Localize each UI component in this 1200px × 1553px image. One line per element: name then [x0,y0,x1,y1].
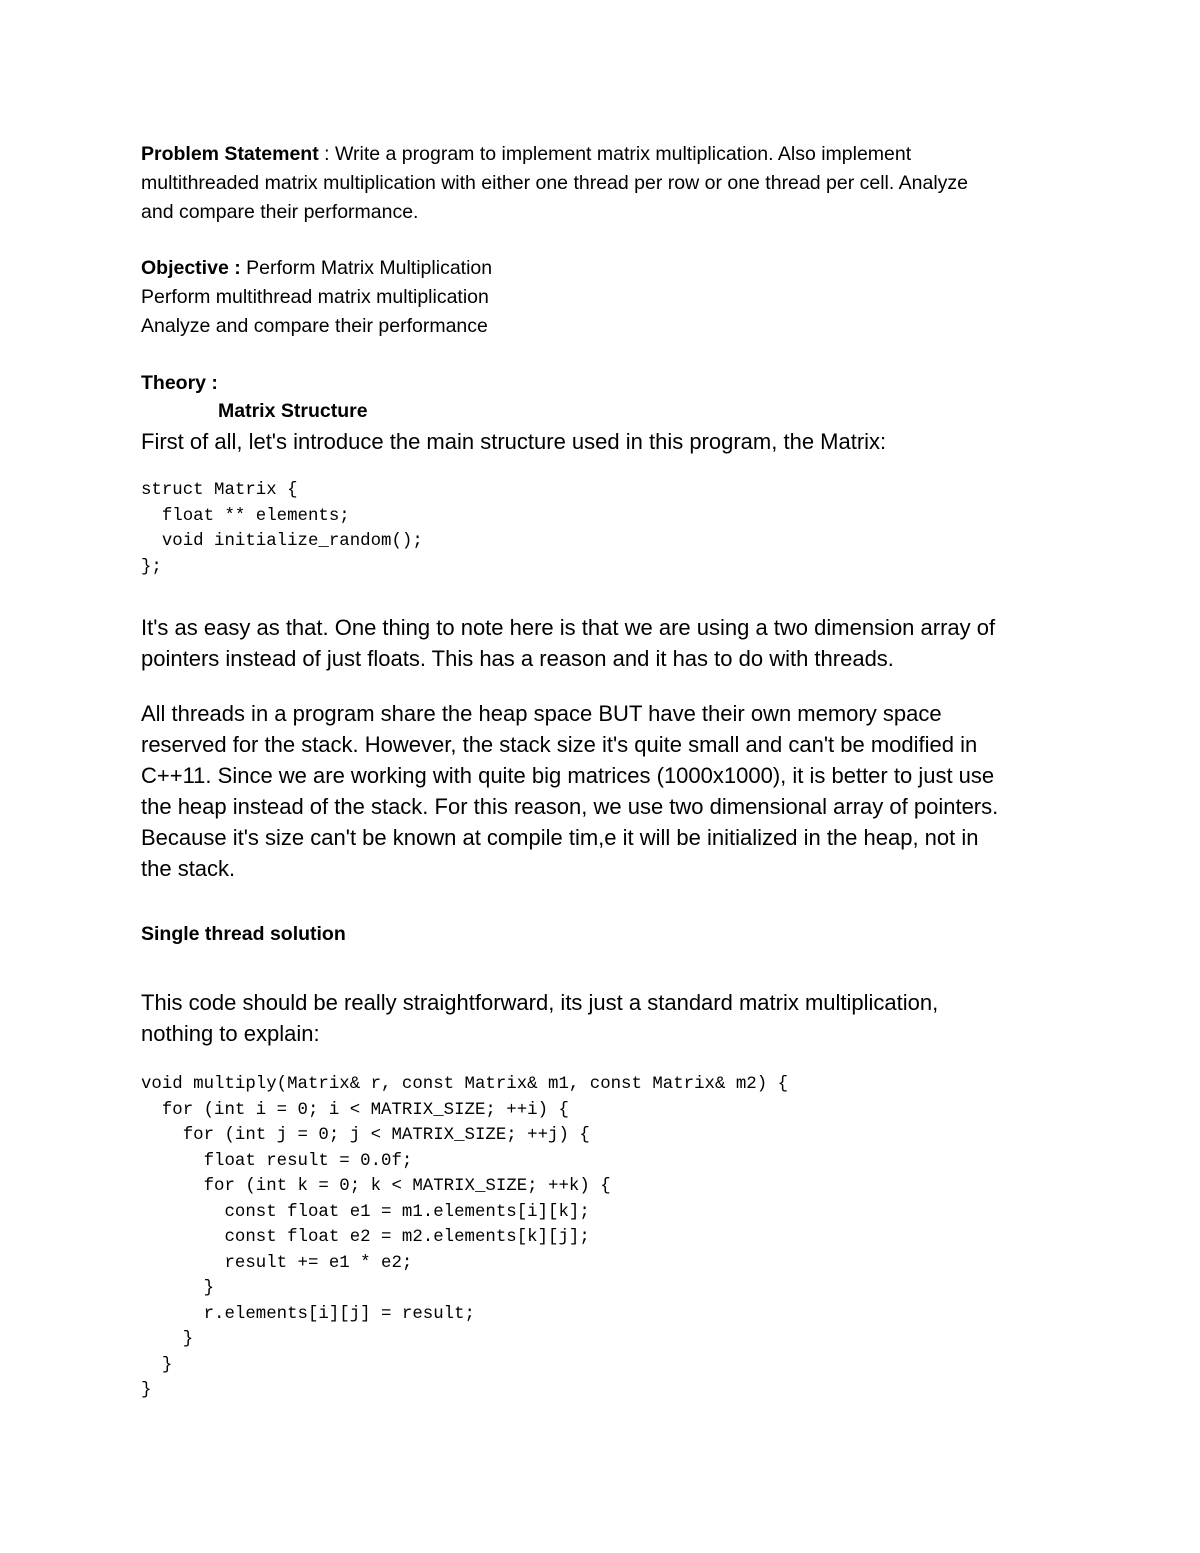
paragraph-line: pointers instead of just floats. This has a reason and it has to do with threads. [141,646,894,671]
theory-intro: First of all, let's introduce the main structure used in this program, the Matrix: [141,429,887,454]
paragraph-line: Because it's size can't be known at compile tim,e it will be initialized in the heap, not in [141,825,979,850]
code-line: } [141,1355,173,1375]
code-line: for (int j = 0; j < MATRIX_SIZE; ++j) { [141,1126,590,1145]
objective-item: Analyze and compare their performance [141,315,488,337]
code-line: float ** elements; [141,506,350,526]
theory-paragraph [141,612,1081,674]
paragraph-line: nothing to explain: [141,1021,320,1046]
code-line: } [141,1279,215,1298]
paragraph-line: reserved for the stack. However, the stack size it's quite small and can't be modified in [141,732,978,757]
multiply-code-block [141,1072,788,1404]
paragraph-line: It's as easy as that. One thing to note here is that we are using a two dimension array of [141,615,996,640]
problem-line: and compare their performance. [141,201,419,223]
theory-label: Theory : [141,372,218,394]
code-line: const float e2 = m2.elements[k][j]; [141,1228,590,1247]
code-line: r.elements[i][j] = result; [141,1304,475,1324]
objective-item: Perform Matrix Multiplication [246,257,493,279]
code-line: void initialize_random(); [141,532,423,551]
objective-item: Perform multithread matrix multiplication [141,286,489,308]
code-line: for (int k = 0; k < MATRIX_SIZE; ++k) { [141,1177,611,1196]
problem-line: Write a program to implement matrix multiplication. Also implement [334,143,912,165]
objective-section [141,254,1081,341]
problem-line: multithreaded matrix multiplication with either one thread per row or one thread per cell. Analyze [141,172,969,194]
theory-section [141,369,1081,426]
code-line: }; [141,557,162,577]
paragraph-line: the stack. [141,856,236,881]
code-line: for (int i = 0; i < MATRIX_SIZE; ++i) { [141,1100,569,1120]
problem-statement [141,140,1081,227]
problem-label: Problem Statement [141,143,319,165]
code-line: void multiply(Matrix& r, const Matrix& m1, const Matrix& m2) { [141,1075,789,1094]
code-line: struct Matrix { [141,481,298,500]
code-line: result += e1 * e2; [141,1253,413,1273]
paragraph-line: the heap instead of the stack. For this reason, we use two dimensional array of pointers. [141,794,999,819]
code-line: float result = 0.0f; [141,1151,413,1171]
problem-separator: : [318,143,335,165]
code-line: } [141,1330,194,1349]
paragraph-line: C++11. Since we are working with quite big matrices (1000x1000), it is better to just use [141,763,995,788]
matrix-structure-heading: Matrix Structure [218,400,368,422]
code-line: const float e1 = m1.elements[i][k]; [141,1202,590,1222]
single-thread-heading: Single thread solution [141,923,346,945]
struct-code-block [141,478,423,580]
paragraph-line: All threads in a program share the heap space BUT have their own memory space [141,701,942,726]
objective-label: Objective : [141,257,247,279]
single-thread-intro [141,987,1081,1049]
code-line: } [141,1381,152,1400]
theory-paragraph [141,698,1081,884]
paragraph-line: This code should be really straightforward, its just a standard matrix multiplication, [141,990,939,1015]
